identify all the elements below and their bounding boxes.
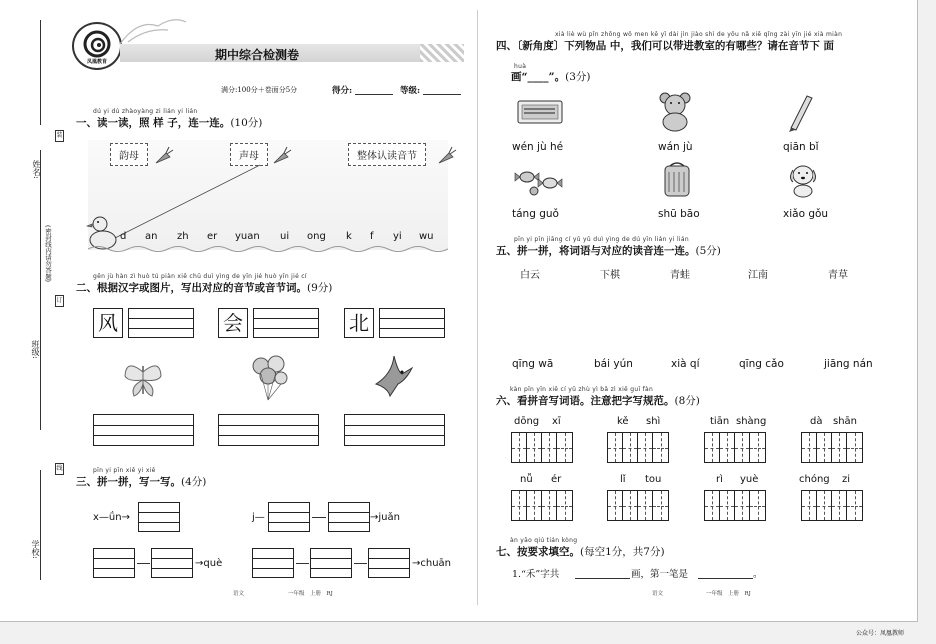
- q2-title: 二、根据汉字或图片，写出对应的音节或音节词。(9分): [76, 282, 333, 294]
- q4-item[interactable]: wén jù hé: [512, 141, 564, 153]
- q1-box-zhengti[interactable]: 整体认读音节: [348, 143, 426, 166]
- q6-pinyin-label: dà: [810, 416, 823, 427]
- q3-pinyin: pīn yi pīn xiě yi xiě: [93, 467, 156, 474]
- q3-dash: [137, 563, 150, 564]
- q6-pinyin-label: dōng: [514, 416, 540, 427]
- q6-pinyin-label: kě: [617, 416, 629, 427]
- q2-writing-lines[interactable]: [344, 414, 445, 446]
- balloons-icon: [248, 352, 290, 404]
- pencil-case-icon: [515, 93, 565, 129]
- q2-char-box: 北: [344, 308, 374, 338]
- carrot-icon: [435, 145, 457, 167]
- q2-char-box: 风: [93, 308, 123, 338]
- q3-writing-lines[interactable]: [368, 548, 410, 578]
- q4-item[interactable]: táng guǒ: [512, 208, 559, 220]
- q3-title: 三、拼一拼，写一写。(4分): [76, 476, 207, 488]
- butterfly-icon: [122, 358, 164, 400]
- q1-letter[interactable]: ui: [280, 231, 290, 242]
- q6-pinyin-label: lǐ: [620, 474, 626, 485]
- q3-item-3-result: →què: [195, 558, 223, 569]
- q2-pinyin: gēn jù hàn zì huò tú piàn xiě chū duì yìng de yīn jié huò yīn jié cí: [93, 273, 307, 280]
- q3-item-2-result: →juǎn: [370, 512, 400, 523]
- q1-letter[interactable]: yuan: [235, 231, 260, 242]
- q6-pinyin-label: tiān: [710, 416, 730, 427]
- q5-title: 五、拼一拼，将词语与对应的读音连一连。(5分): [496, 245, 721, 257]
- q3-writing-lines[interactable]: [138, 502, 180, 532]
- q6-pinyin-label: zi: [842, 474, 851, 485]
- q6-pinyin-label: rì: [716, 474, 723, 485]
- q1-letter[interactable]: wu: [419, 231, 434, 242]
- q2-writing-lines[interactable]: [93, 414, 194, 446]
- score-info: 满分:100分＋卷面分5分: [221, 86, 298, 94]
- q5-word[interactable]: 青蛙: [670, 270, 690, 281]
- q6-pinyin-label: ér: [551, 474, 562, 485]
- logo-text: 凤凰教育: [86, 59, 107, 65]
- q3-item-2-label: j—: [252, 512, 265, 523]
- q1-letter[interactable]: yi: [393, 231, 402, 242]
- q1-title: 一、读一读，照 样 子，连一连。(10分): [76, 117, 263, 129]
- pencil-icon: [785, 92, 815, 132]
- q6-pinyin-label: shàng: [736, 416, 767, 427]
- q4-title-2: 画“____”。(3分): [511, 71, 591, 83]
- wechat-label: 公众号：凤凰教师: [856, 630, 905, 637]
- page-title: 期中综合检测卷: [215, 48, 300, 62]
- q6-tian-grid[interactable]: [801, 432, 863, 463]
- score-blank[interactable]: [355, 94, 393, 95]
- q4-item[interactable]: wán jù: [658, 141, 693, 153]
- q3-writing-lines[interactable]: [93, 548, 135, 578]
- q5-word[interactable]: 青草: [828, 270, 848, 281]
- q6-pinyin-label: yuè: [740, 474, 759, 485]
- q5-reading[interactable]: qīng cǎo: [739, 358, 784, 370]
- q7-blank-2[interactable]: [698, 578, 753, 579]
- q6-tian-grid[interactable]: [511, 490, 573, 521]
- q3-item-4-result: →chuān: [412, 558, 452, 569]
- q1-letter[interactable]: f: [370, 231, 374, 242]
- q2-char-box: 会: [218, 308, 248, 338]
- seal-mark: 订: [55, 295, 64, 307]
- q1-letter[interactable]: an: [145, 231, 158, 242]
- school-label: 学校:: [31, 540, 40, 559]
- q6-pinyin-label: shān: [833, 416, 858, 427]
- grade-label: 等级:: [400, 86, 421, 96]
- q6-pinyin: kàn pīn yīn xiě cí yǔ zhù yì bǎ zì xiě guī fàn: [510, 386, 654, 393]
- q5-word[interactable]: 下棋: [600, 270, 620, 281]
- q1-letter[interactable]: d: [120, 231, 127, 242]
- q3-writing-lines[interactable]: [310, 548, 352, 578]
- puppy-icon: [786, 160, 820, 200]
- q5-word[interactable]: 江南: [748, 270, 768, 281]
- q3-writing-lines[interactable]: [268, 502, 310, 532]
- q4-pinyin: xià liè wù pǐn zhōng wǒ men kě yǐ dài jìn jiào shì de yǒu nǎ xiē qǐng zài yīn jié xià miàn: [555, 31, 843, 38]
- backpack-icon: [660, 160, 694, 200]
- q7-item-1-b: 画，第一笔是: [631, 569, 689, 580]
- score-label: 得分:: [332, 86, 353, 96]
- q6-tian-grid[interactable]: [607, 490, 669, 521]
- q4-pinyin-2: huà: [514, 63, 527, 70]
- q6-pinyin-label: shì: [646, 416, 661, 427]
- q3-dash: [296, 563, 309, 564]
- q3-dash: [312, 517, 326, 518]
- name-label: 姓名:: [32, 160, 41, 179]
- q3-writing-lines[interactable]: [151, 548, 193, 578]
- q6-tian-grid[interactable]: [704, 490, 766, 521]
- q6-tian-grid[interactable]: [704, 432, 766, 463]
- title-banner-pattern: [420, 44, 464, 62]
- binding-line: [40, 150, 41, 430]
- q2-writing-lines[interactable]: [218, 414, 319, 446]
- q6-pinyin-label: chóng: [799, 474, 830, 485]
- q2-writing-lines[interactable]: [379, 308, 445, 338]
- q7-item-1-a: 1.“禾”字共: [512, 569, 560, 580]
- wave-divider: [88, 244, 450, 254]
- q3-writing-lines[interactable]: [328, 502, 370, 532]
- q1-pinyin: dú yi dú zhàoyàng zi lián yi lián: [93, 108, 198, 115]
- q5-reading[interactable]: jiāng nán: [824, 358, 873, 370]
- q2-writing-lines[interactable]: [128, 308, 194, 338]
- q7-pinyin: àn yāo qiú tián kòng: [510, 537, 578, 544]
- q3-dash: [354, 563, 367, 564]
- q1-letter[interactable]: k: [346, 231, 352, 242]
- carrot-icon: [270, 145, 292, 167]
- q6-pinyin-label: xī: [552, 416, 561, 427]
- grade-blank[interactable]: [423, 94, 461, 95]
- footer-grade: 一年级 上册 RJ: [706, 591, 751, 597]
- q7-title: 七、按要求填空。(每空1分，共7分): [496, 546, 665, 558]
- class-label: 班级:: [31, 340, 40, 359]
- seal-mark: 装: [55, 130, 64, 142]
- q3-item-1-label: x—ǘn→: [93, 512, 130, 523]
- q5-reading[interactable]: qīng wā: [512, 358, 554, 370]
- q6-tian-grid[interactable]: [511, 432, 573, 463]
- q4-title: 四、〔新角度〕下列物品 中，我们可以带进教室的有哪些？请在音节下 面: [496, 40, 835, 52]
- q6-tian-grid[interactable]: [801, 490, 863, 521]
- wing-decoration-icon: [118, 14, 188, 48]
- seal-mark: 线: [55, 463, 64, 475]
- q6-pinyin-label: tou: [645, 474, 662, 485]
- q6-tian-grid[interactable]: [607, 432, 669, 463]
- footer-grade: 一年级 上册 RJ: [288, 591, 333, 597]
- seal-note: (密封线内请勿答题): [44, 225, 52, 283]
- eagle-icon: [372, 352, 414, 400]
- q3-writing-lines[interactable]: [252, 548, 294, 578]
- column-divider: [477, 10, 478, 605]
- q1-box-shengmu[interactable]: 声母: [230, 143, 268, 166]
- q1-letter[interactable]: zh: [177, 231, 189, 242]
- q5-reading[interactable]: xià qí: [671, 358, 700, 370]
- q7-blank-1[interactable]: [575, 578, 630, 579]
- q4-item[interactable]: xiǎo gǒu: [783, 208, 829, 220]
- q5-reading[interactable]: bái yún: [594, 358, 633, 370]
- binding-line: [40, 470, 41, 580]
- q1-letter[interactable]: er: [207, 231, 218, 242]
- candy-icon: [512, 163, 566, 199]
- logo: [72, 22, 122, 70]
- q6-pinyin-label: nǚ: [520, 474, 533, 485]
- q1-box-yunmu[interactable]: 韵母: [110, 143, 148, 166]
- q1-letter[interactable]: ong: [307, 231, 326, 242]
- binding-line: [40, 20, 41, 125]
- q6-title: 六、看拼音写词语。注意把字写规范。(8分): [496, 395, 700, 407]
- q5-word[interactable]: 白云: [520, 270, 540, 281]
- q4-item[interactable]: shū bāo: [658, 208, 700, 220]
- q7-item-1-c: 。: [753, 569, 763, 580]
- teddy-bear-icon: [655, 90, 695, 132]
- q2-writing-lines[interactable]: [253, 308, 319, 338]
- footer-subject: 语文: [652, 591, 664, 597]
- q5-pinyin: pīn yi pīn jiāng cí yǔ yǔ duì yìng de dú yīn lián yi lián: [514, 236, 689, 243]
- q4-item[interactable]: qiān bǐ: [783, 141, 819, 153]
- footer-subject: 语文: [233, 591, 245, 597]
